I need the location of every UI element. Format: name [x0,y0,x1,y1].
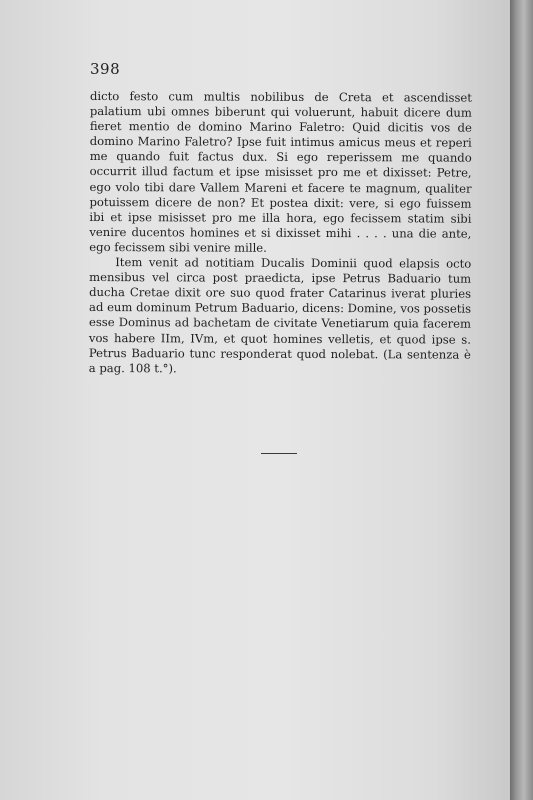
page-edge [510,0,533,800]
section-divider [261,453,297,454]
page-number: 398 [90,60,121,78]
body-text [89,89,472,377]
paragraph-1: dicto festo cum multis nobilibus de Creta et ascendisset palatium ubi omnes biberunt qui voluerunt, habuit dicere dum fieret mentio de domino Marino Faletro: Quid dicitis vos de domino Marino Faletro? Ipse fuit intimus amicus meus et reperi me quando fuit factus dux. Si ego reperissem me quando occurrit illud factum et ipse misisset pro me et dixisset: Petre, ego volo tibi dare Vallem Mareni et facere te magnum, qualiter potuissem dicere de non? Et postea dixit: vere, si ego fuissem ibi et ipse misisset pro me illa hora, ego fecissem statim sibi venire ducentos homines et si dixisset mihi . . . . una die ante, ego fecissem sibi venire mille. [89,89,472,255]
paragraph-2: Item venit ad notitiam Ducalis Dominii quod elapsis octo mensibus vel circa post praedicta, ipse Petrus Baduario tum ducha Cretae dixit ore suo quod frater Catarinus iverat pluries ad eum dominum Petrum Baduario, dicens: Domine, vos possetis esse Dominus ad bachetam de civitate Venetiarum quia facerem vos habere IIm, IVm, et quot homines velletis, et quod ipse s. Petrus Baduario tunc responderat quod nolebat. (La sentenza è a pag. 108 t.°). [88,255,472,376]
